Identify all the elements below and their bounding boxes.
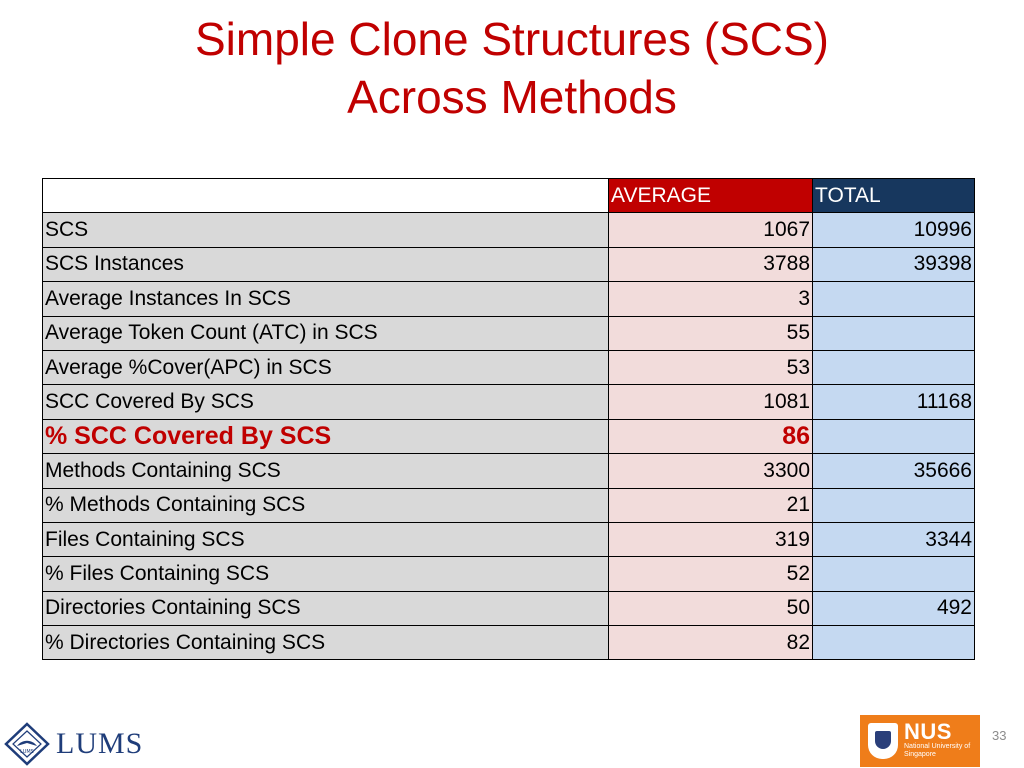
header-average: AVERAGE [609,179,813,213]
row-total: 3344 [813,522,975,556]
row-total: 10996 [813,213,975,247]
lums-logo [4,720,143,768]
row-average: 82 [609,626,813,660]
row-total [813,282,975,316]
row-average: 52 [609,557,813,591]
row-label: SCS [43,213,609,247]
row-total [813,626,975,660]
row-label: % SCC Covered By SCS [43,419,609,453]
lums-logo-text: LUMS [56,727,144,760]
row-average: 21 [609,488,813,522]
row-label: % Directories Containing SCS [43,626,609,660]
row-total: 11168 [813,385,975,419]
header-blank-cell [43,179,609,213]
table-row [43,557,975,591]
nus-logo-text: NUS [904,719,952,744]
table-row [43,522,975,556]
row-label: Files Containing SCS [43,522,609,556]
row-label: % Files Containing SCS [43,557,609,591]
row-average: 53 [609,350,813,384]
table-row [43,247,975,281]
row-average: 50 [609,591,813,625]
header-total: TOTAL [813,179,975,213]
table-row [43,385,975,419]
table-row [43,316,975,350]
table-row-highlighted [43,419,975,453]
row-average: 3788 [609,247,813,281]
scs-table [42,178,975,660]
row-total [813,350,975,384]
title-line-1: Simple Clone Structures (SCS) [195,13,829,65]
lums-emblem-icon [4,722,50,766]
row-total [813,419,975,453]
slide-number: 33 [992,728,1007,743]
table-row [43,454,975,488]
row-total: 39398 [813,247,975,281]
row-label: Average %Cover(APC) in SCS [43,350,609,384]
row-total [813,316,975,350]
row-label: % Methods Containing SCS [43,488,609,522]
nus-logo-subtext: National University of Singapore [904,743,971,758]
row-label: Directories Containing SCS [43,591,609,625]
slide-title [0,10,1024,126]
row-total [813,557,975,591]
row-average: 3300 [609,454,813,488]
table-row [43,213,975,247]
nus-crest-icon [868,723,898,759]
nus-logo [860,715,980,767]
lums-emblem-text: LUMS [20,749,34,755]
row-average: 1081 [609,385,813,419]
row-average: 3 [609,282,813,316]
row-average: 319 [609,522,813,556]
table-header-row [43,179,975,213]
table-row [43,591,975,625]
row-average: 86 [609,419,813,453]
row-label: SCS Instances [43,247,609,281]
row-label: SCC Covered By SCS [43,385,609,419]
row-total: 35666 [813,454,975,488]
table-row [43,488,975,522]
title-line-2: Across Methods [347,71,677,123]
row-average: 1067 [609,213,813,247]
row-average: 55 [609,316,813,350]
row-label: Average Instances In SCS [43,282,609,316]
row-label: Methods Containing SCS [43,454,609,488]
table-row [43,350,975,384]
row-total: 492 [813,591,975,625]
table-row [43,626,975,660]
row-total [813,488,975,522]
table-row [43,282,975,316]
row-label: Average Token Count (ATC) in SCS [43,316,609,350]
